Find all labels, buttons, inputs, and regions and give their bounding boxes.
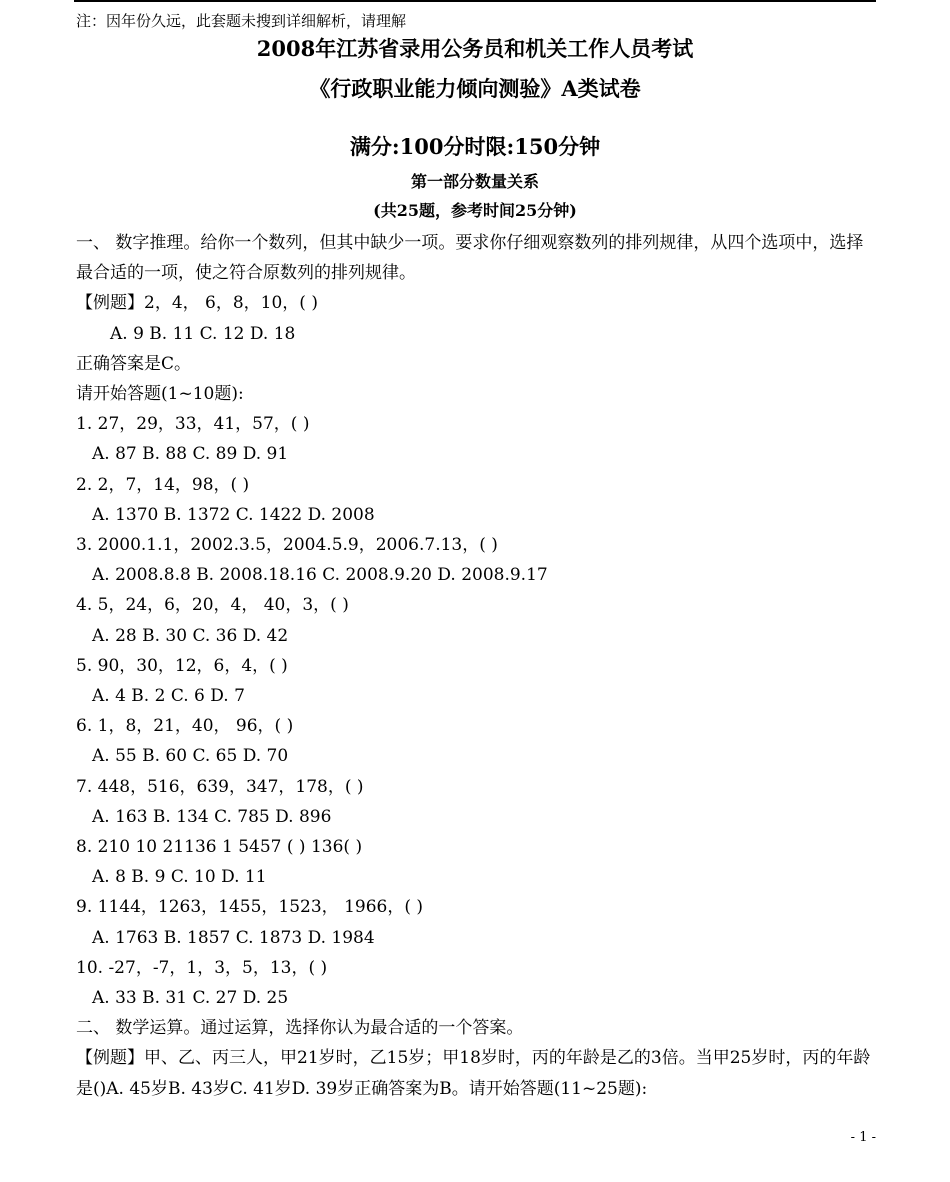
question-1-options: A. 87 B. 88 C. 89 D. 91 xyxy=(92,444,289,465)
question-9-options: A. 1763 B. 1857 C. 1873 D. 1984 xyxy=(92,927,375,948)
question-9: 9. 1144，1263，1455，1523， 1966，( ) xyxy=(76,897,424,918)
question-1: 1. 27，29，33，41，57，( ) xyxy=(76,414,310,435)
score-time-line: 满分:100分时限:150分钟 xyxy=(349,134,601,159)
section1-example: 【例题】2，4， 6，8，10，( ) xyxy=(76,293,318,314)
question-6: 6. 1，8，21，40， 96，( ) xyxy=(76,716,294,737)
document-body xyxy=(76,228,876,1104)
section1-start: 请开始答题(1~10题): xyxy=(76,384,244,405)
document-title-line1: 2008年江苏省录用公务员和机关工作人员考试 xyxy=(256,36,694,61)
question-4: 4. 5，24，6，20，4， 40，3，( ) xyxy=(76,595,349,616)
question-10: 10. -27，-7，1，3，5，13，( ) xyxy=(76,957,328,978)
header-note: 注：因年份久远，此套题未搜到详细解析，请理解 xyxy=(76,12,407,30)
section2-intro: 二、 数学运算。通过运算，选择你认为最合适的一个答案。 xyxy=(76,1018,524,1039)
question-10-options: A. 33 B. 31 C. 27 D. 25 xyxy=(92,988,289,1009)
question-7: 7. 448，516，639，347，178，( ) xyxy=(76,776,364,797)
question-4-options: A. 28 B. 30 C. 36 D. 42 xyxy=(92,625,289,646)
question-2: 2. 2，7，14，98，( ) xyxy=(76,474,250,495)
question-8: 8. 210 10 21136 1 5457 ( ) 136( ) xyxy=(76,837,363,858)
section1-example-options: A. 9 B. 11 C. 12 D. 18 xyxy=(110,323,296,344)
question-5: 5. 90，30，12，6，4，( ) xyxy=(76,655,288,676)
question-6-options: A. 55 B. 60 C. 65 D. 70 xyxy=(92,746,289,767)
section1-example-answer: 正确答案是C。 xyxy=(76,353,192,374)
section2-example: 【例题】甲、乙、丙三人，甲21岁时，乙15岁；甲18岁时，丙的年龄是乙的3倍。当甲25岁时，丙的年龄是()A. 45岁B. 43岁C. 41岁D. 39岁正确答案为B。请开始答题(11~25题): xyxy=(76,1048,871,1099)
question-8-options: A. 8 B. 9 C. 10 D. 11 xyxy=(92,867,267,888)
question-7-options: A. 163 B. 134 C. 785 D. 896 xyxy=(92,806,332,827)
question-5-options: A. 4 B. 2 C. 6 D. 7 xyxy=(92,686,245,707)
question-2-options: A. 1370 B. 1372 C. 1422 D. 2008 xyxy=(92,504,375,525)
question-3-options: A. 2008.8.8 B. 2008.18.16 C. 2008.9.20 D. 2008.9.17 xyxy=(92,565,548,586)
part-title: 第一部分数量关系 xyxy=(410,172,539,191)
document-title-line2: 《行政职业能力倾向测验》A类试卷 xyxy=(309,76,641,101)
part-subtitle: (共25题，参考时间25分钟) xyxy=(373,201,577,220)
section1-intro: 一、 数字推理。给你一个数列，但其中缺少一项。要求你仔细观察数列的排列规律，从四个选项中，选择最合适的一项，使之符合原数列的排列规律。 xyxy=(76,233,864,284)
question-3: 3. 2000.1.1，2002.3.5，2004.5.9，2006.7.13，( ) xyxy=(76,535,498,556)
top-rule xyxy=(74,0,876,2)
page-number: - 1 - xyxy=(850,1130,876,1145)
